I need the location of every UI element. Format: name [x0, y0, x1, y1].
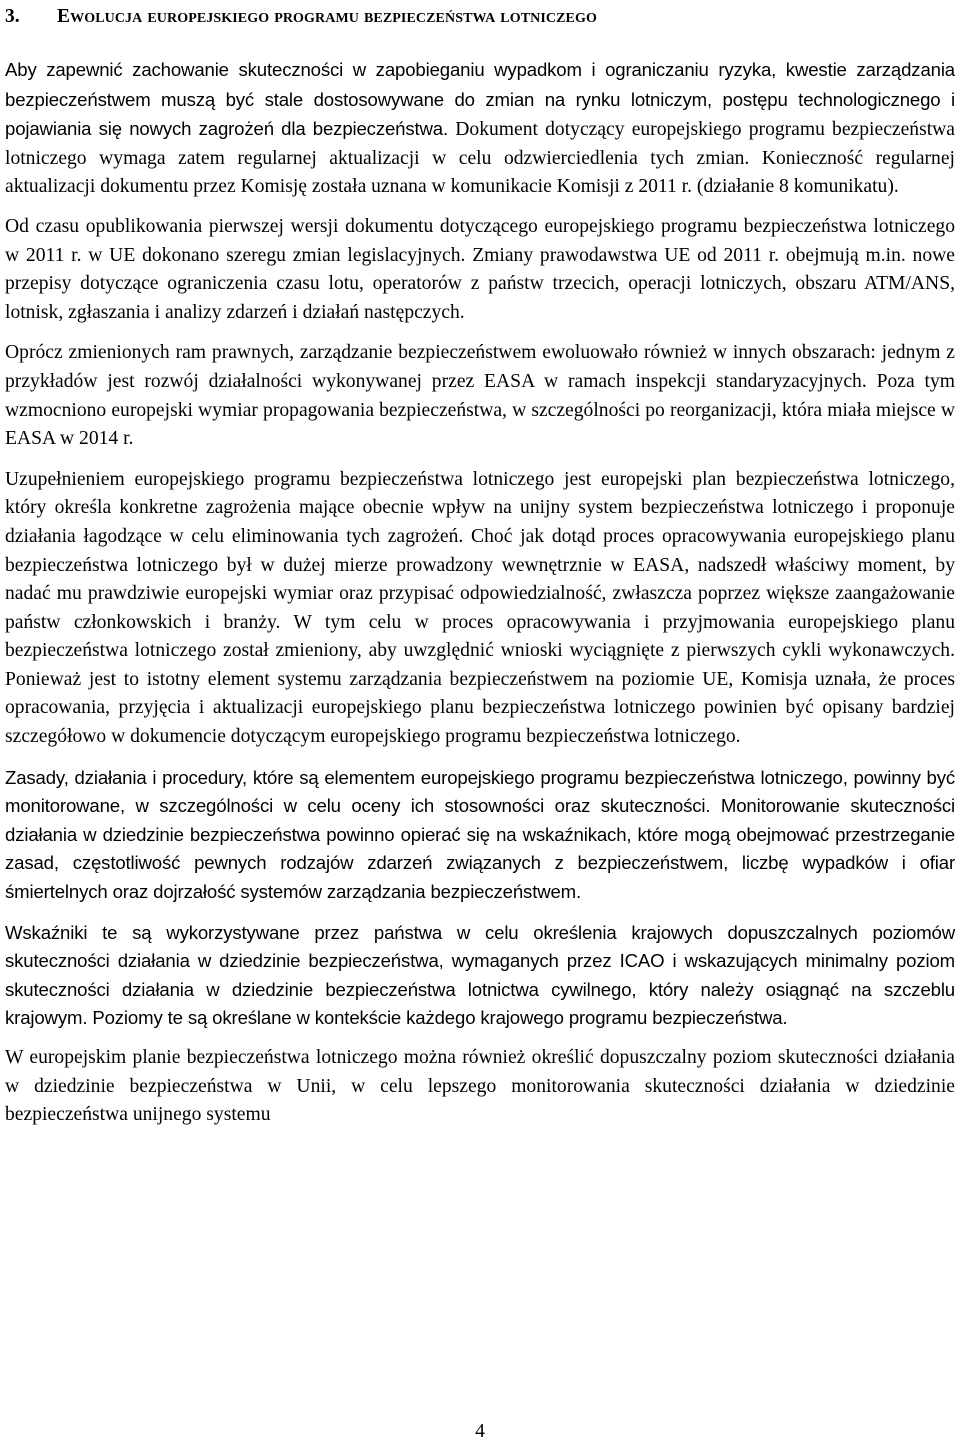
paragraph-6: Wskaźniki te są wykorzystywane przez państwa w celu określenia krajowych dopuszczalnych poziomów skuteczności działania w dziedzinie bezpieczeństwa, wymaganych przez ICAO i wskazujących minimalny poziom skuteczności działania w dziedzinie bezpieczeństwa lotnictwa cywilnego, który należy osiągnąć na szczeblu krajowym. Poziomy te są określane w kontekście każdego krajowego programu bezpieczeństwa.	[5, 921, 955, 1029]
page-number: 4	[475, 1421, 485, 1442]
paragraph-4: Uzupełnieniem europejskiego programu bezpieczeństwa lotniczego jest europejski plan bezpieczeństwa lotniczego, który określa konkretne zagrożenia mające obecnie wpływ na unijny system bezpieczeństwa lotniczego i proponuje działania łagodzące w celu eliminowania tych zagrożeń. Choć jak dotąd proces opracowywania europejskiego planu bezpieczeństwa lotniczego był w dużej mierze prowadzony wewnętrznie w EASA, nadszedł właściwy moment, by nadać mu prawdziwie europejski wymiar oraz przypisać odpowiedzialność, zwłaszcza poprzez większe zaangażowanie państw członkowskich i branży. W tym celu w proces opracowywania i przyjmowania europejskiego planu bezpieczeństwa lotniczego został zmieniony, aby uwzględnić wnioski wyciągnięte z pierwszych cykli wykonawczych. Ponieważ jest to istotny element systemu zarządzania bezpieczeństwem na poziomie UE, Komisja uznała, że proces opracowania, przyjęcia i aktualizacji europejskiego planu bezpieczeństwa lotniczego powinien być opisany bardziej szczegółowo w dokumencie dotyczącym europejskiego programu bezpieczeństwa lotniczego.	[5, 468, 955, 748]
section-heading	[5, 2, 955, 32]
paragraph-1	[5, 56, 955, 202]
section-title: Ewolucja europejskiego programu bezpieczeństwa lotniczego	[57, 6, 597, 27]
paragraph-1-serif-text: Dokument dotyczący europejskiego programu bezpieczeństwa lotniczego wymaga zatem regularnej aktualizacji w celu odzwierciedlenia tych zmian. Konieczność regularnej aktualizacji dokumentu przez Komisję została uznana w komunikacie Komisji z 2011 r. (działanie 8 komunikatu).	[5, 119, 955, 198]
paragraph-3: Oprócz zmienionych ram prawnych, zarządzanie bezpieczeństwem ewoluowało również w innych obszarach: jednym z przykładów jest rozwój działalności wykonywanej przez EASA w ramach inspekcji standaryzacyjnych. Poza tym wzmocniono europejski wymiar propagowania bezpieczeństwa, w szczególności po reorganizacji, która miała miejsce w EASA w 2014 r.	[5, 342, 955, 450]
paragraph-5: Zasady, działania i procedury, które są elementem europejskiego programu bezpieczeństwa lotniczego, powinny być monitorowane, w szczególności w celu oceny ich stosowności oraz skuteczności. Monitorowanie skuteczności działania w dziedzinie bezpieczeństwa powinno opierać się na wskaźnikach, które mogą obejmować przestrzeganie zasad, częstotliwość pewnych rodzajów zdarzeń związanych z bezpieczeństwem, liczbę wypadków i ofiar śmiertelnych oraz dojrzałość systemów zarządzania bezpieczeństwem.	[5, 766, 955, 903]
document-page	[5, 0, 955, 1130]
paragraph-2: Od czasu opublikowania pierwszej wersji dokumentu dotyczącego europejskiego programu bezpieczeństwa lotniczego w 2011 r. w UE dokonano szeregu zmian legislacyjnych. Zmiany prawodawstwa UE od 2011 r. obejmują m.in. nowe przepisy dotyczące ograniczenia czasu lotu, operatorów z państw trzecich, operacji lotniczych, obszaru ATM/ANS, lotnisk, zgłaszania i analizy zdarzeń i działań następczych.	[5, 215, 955, 323]
paragraph-7: W europejskim planie bezpieczeństwa lotniczego można również określić dopuszczalny poziom skuteczności działania w dziedzinie bezpieczeństwa w Unii, w celu lepszego monitorowania skuteczności działania w dziedzinie bezpieczeństwa unijnego systemu	[5, 1047, 955, 1126]
section-number: 3.	[5, 6, 20, 27]
paragraph-1-sans-text: Aby zapewnić zachowanie skuteczności w zapobieganiu wypadkom i ograniczaniu ryzyka, kwestie zarządzania bezpieczeństwem muszą być stale dostosowywane do zmian na rynku lotniczym, postępu technologicznego i pojawiania się nowych zagrożeń dla bezpieczeństwa.	[5, 59, 955, 140]
